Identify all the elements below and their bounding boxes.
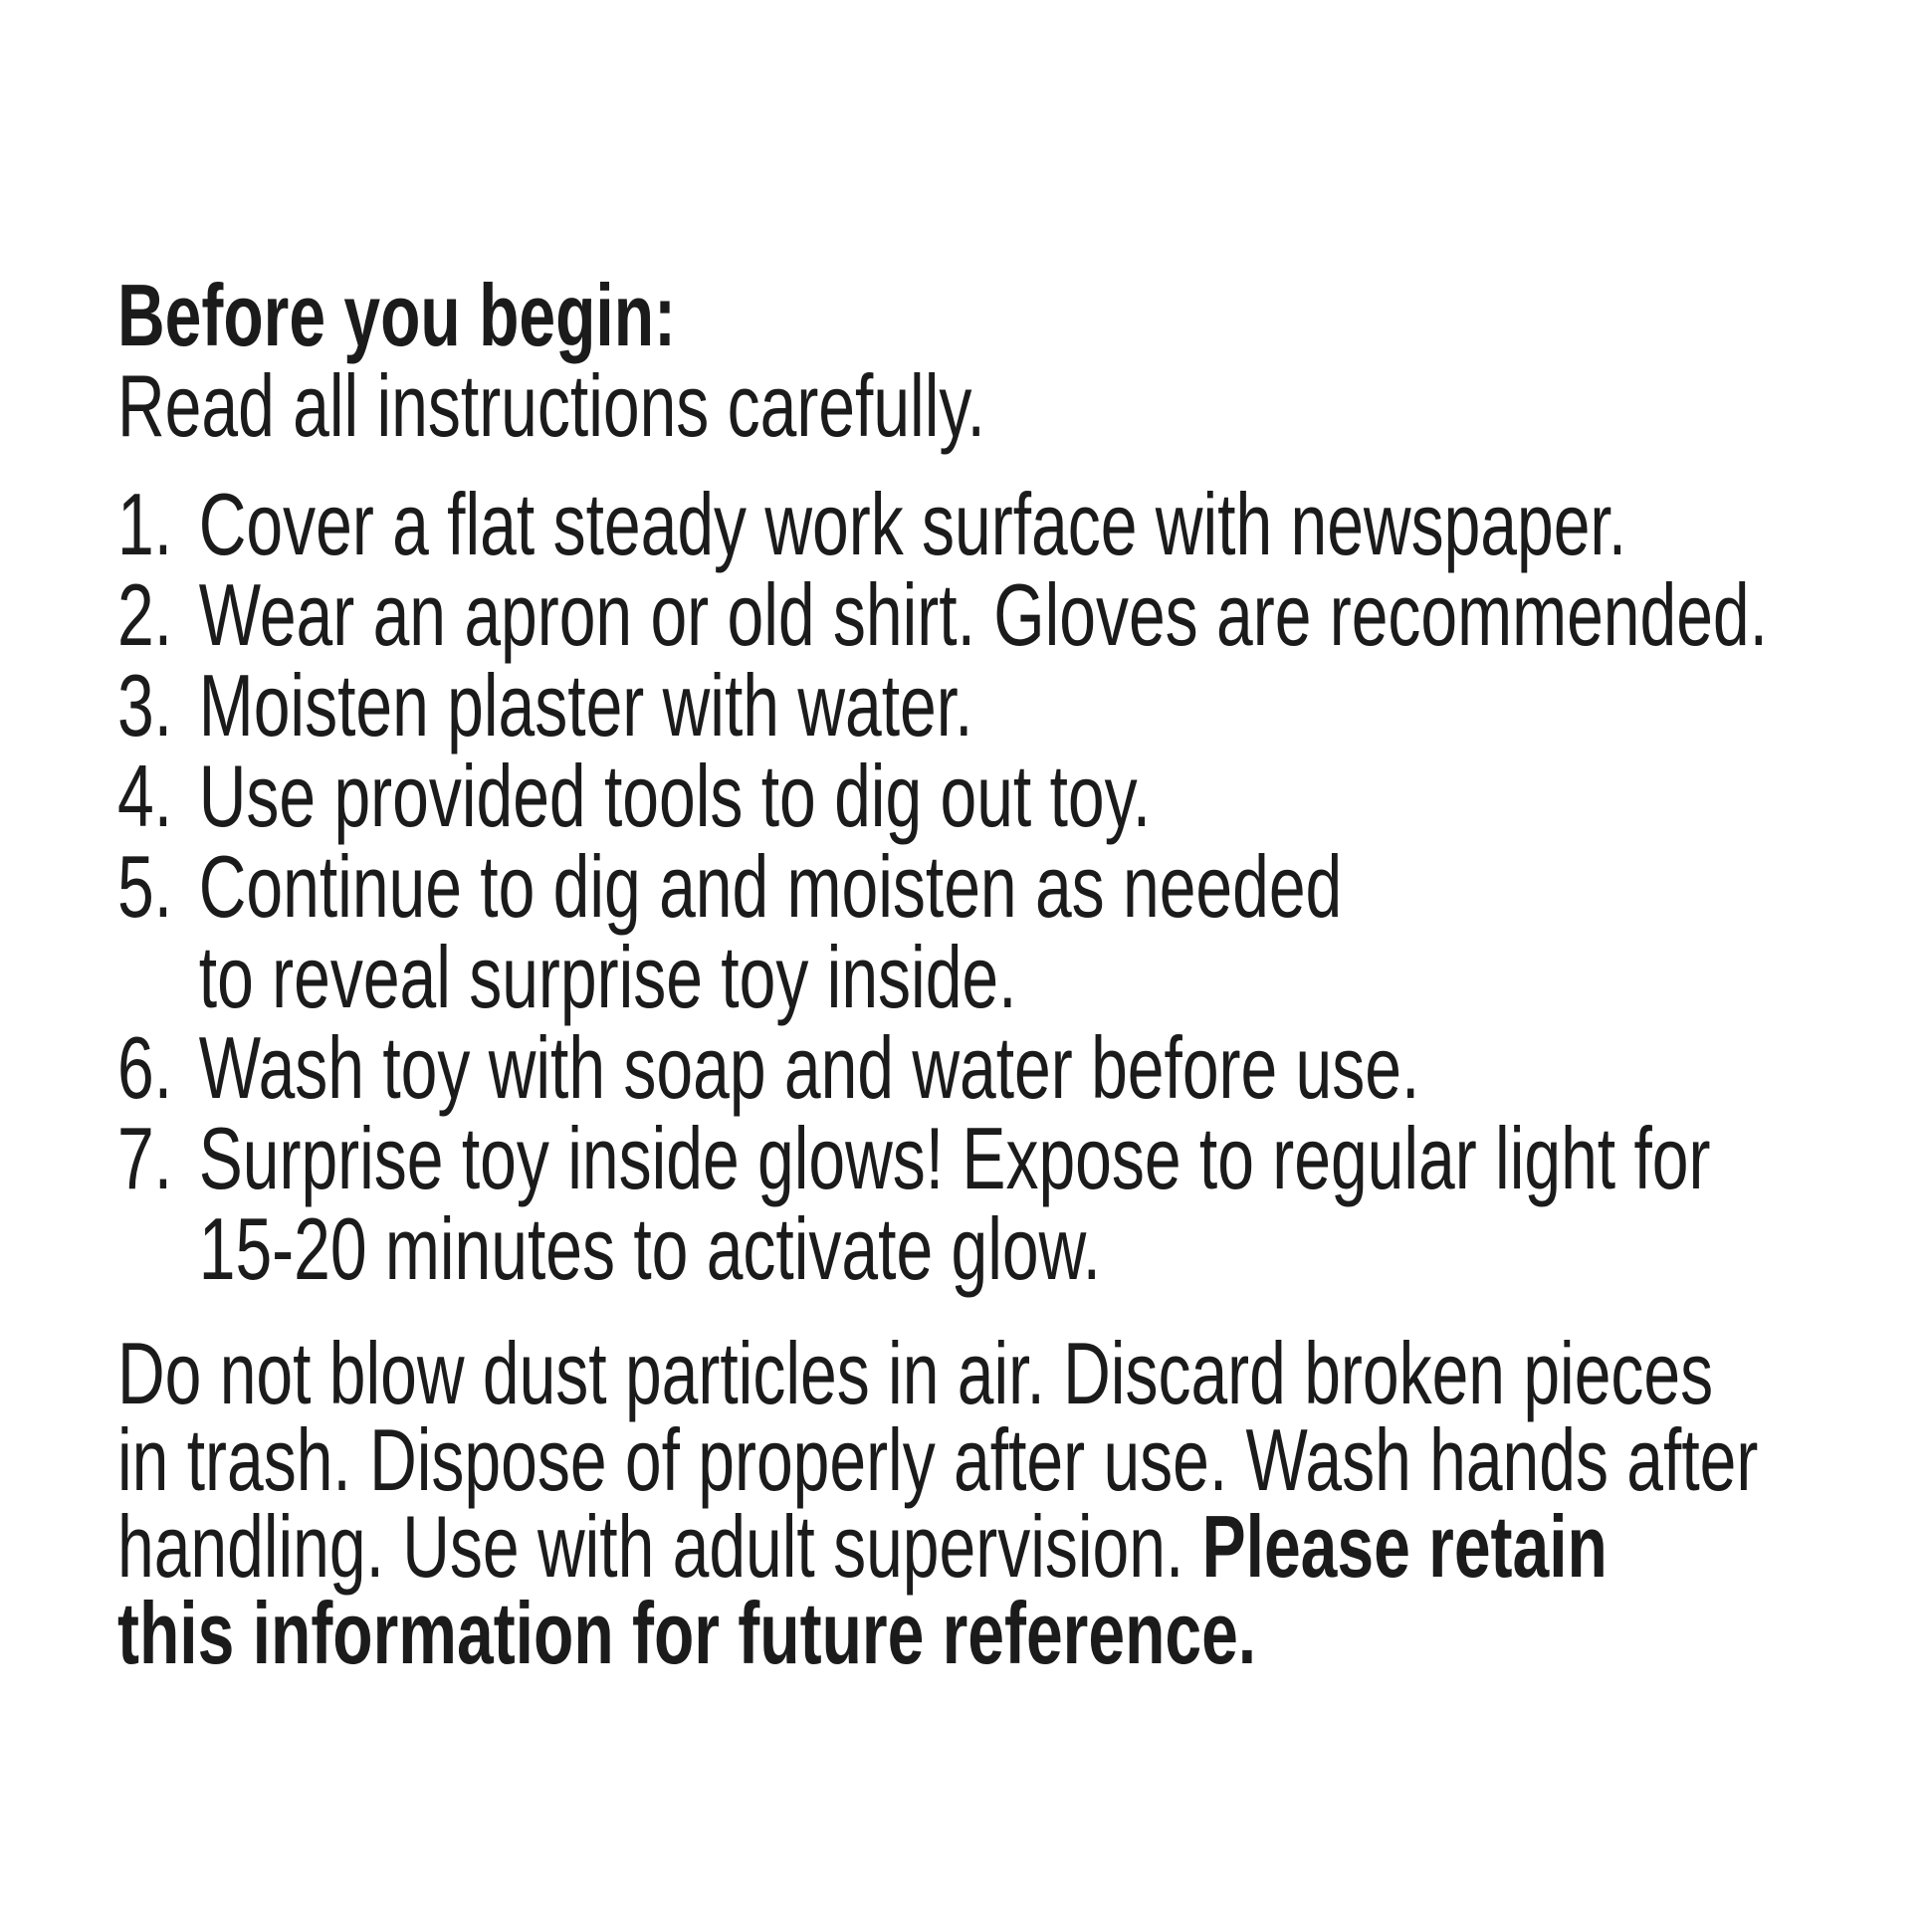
step-number: 2. [117, 565, 173, 664]
step-item-1 [117, 475, 1931, 573]
step-text-continued: 15-20 minutes to activate glow. [198, 1199, 1101, 1298]
step-number: 7. [117, 1109, 173, 1207]
step-number: 6. [117, 1018, 173, 1117]
step-item-5 [117, 837, 1931, 1026]
step-text: Wear an apron or old shirt. Gloves are recommended. [198, 565, 1768, 664]
warning-line-2: in trash. Dispose of properly after use. Wash hands after [117, 1410, 1759, 1509]
step-number: 4. [117, 747, 173, 845]
step-text: Surprise toy inside glows! Expose to regular light for [198, 1109, 1711, 1207]
instruction-text-block [117, 266, 1931, 1682]
warning-line-1: Do not blow dust particles in air. Discard broken pieces [117, 1324, 1714, 1422]
step-number: 1. [117, 475, 173, 573]
step-item-6 [117, 1018, 1931, 1117]
warning-line-3-bold: Please retain [1201, 1497, 1608, 1596]
step-text: Wash toy with soap and water before use. [198, 1018, 1420, 1117]
step-text-continued: to reveal surprise toy inside. [198, 928, 1017, 1026]
step-item-7 [117, 1109, 1931, 1298]
warning-paragraph [117, 1324, 1931, 1682]
warning-line-3 [117, 1497, 1931, 1596]
step-text: Cover a flat steady work surface with newspaper. [198, 475, 1627, 573]
step-text: Moisten plaster with water. [198, 656, 973, 754]
warning-line-4: this information for future reference. [117, 1584, 1257, 1682]
intro-heading: Before you begin: [117, 266, 677, 364]
step-item-4 [117, 747, 1931, 845]
step-number: 5. [117, 837, 173, 936]
step-text: Use provided tools to dig out toy. [198, 747, 1152, 845]
intro-subheading: Read all instructions carefully. [117, 356, 985, 455]
steps-list [117, 475, 1931, 1298]
step-item-3 [117, 656, 1931, 754]
warning-line-3-regular: handling. Use with adult supervision. [117, 1497, 1202, 1596]
step-number: 3. [117, 656, 173, 754]
step-text: Continue to dig and moisten as needed [198, 837, 1343, 936]
step-item-2 [117, 565, 1931, 664]
